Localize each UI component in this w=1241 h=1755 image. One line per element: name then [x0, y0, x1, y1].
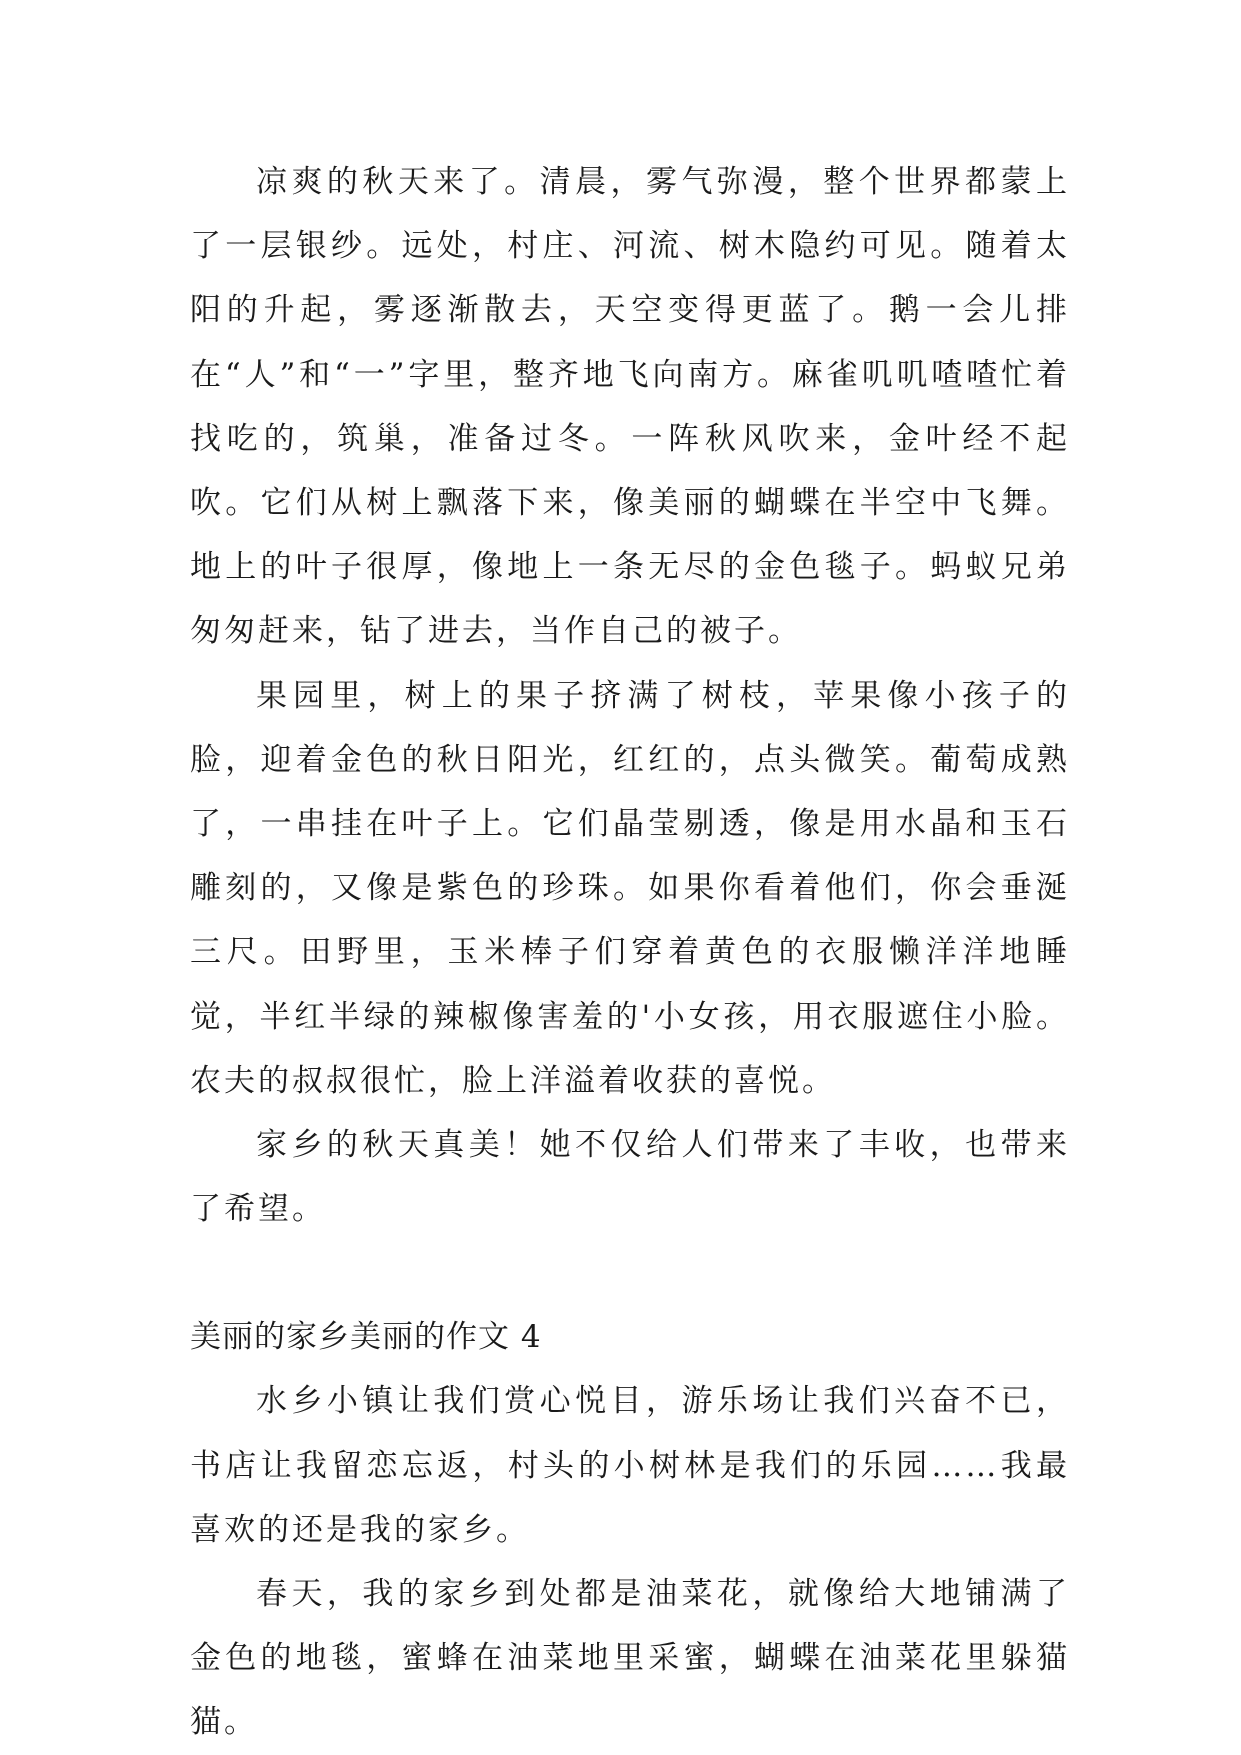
paragraph-orchard: 果园里，树上的果子挤满了树枝，苹果像小孩子的脸，迎着金色的秋日阳光，红红的，点头微笑。葡萄成熟了，一串挂在叶子上。它们晶莹剔透，像是用水晶和玉石雕刻的，又像是紫色的珍珠。如果你看着他们，你会垂涎三尺。田野里，玉米棒子们穿着黄色的衣服懒洋洋地睡觉，半红半绿的辣椒像害羞的'小女孩，用衣服遮住小脸。农夫的叔叔很忙，脸上洋溢着收获的喜悦。 [190, 677, 1070, 1099]
section-title: 美丽的家乡美丽的作文 4 [190, 1319, 542, 1356]
paragraph-autumn-morning: 凉爽的秋天来了。清晨，雾气弥漫，整个世界都蒙上了一层银纱。远处，村庄、河流、树木隐约可见。随着太阳的升起，雾逐渐散去，天空变得更蓝了。鹅一会儿排在“人”和“一”字里，整齐地飞向南方。麻雀叽叽喳喳忙着找吃的，筑巢，准备过冬。一阵秋风吹来，金叶经不起吹。它们从树上飘落下来，像美丽的蝴蝶在半空中飞舞。地上的叶子很厚，像地上一条无尽的金色毯子。蚂蚁兄弟匆匆赶来，钻了进去，当作自己的被子。 [190, 164, 1070, 650]
section-spacer [190, 1241, 1070, 1305]
paragraph-autumn-conclusion: 家乡的秋天真美！她不仅给人们带来了丰收，也带来了希望。 [190, 1127, 1070, 1228]
document-body [190, 150, 1070, 1755]
paragraph-hometown-intro: 水乡小镇让我们赏心悦目，游乐场让我们兴奋不已，书店让我留恋忘返，村头的小树林是我们的乐园……我最喜欢的还是我的家乡。 [190, 1383, 1070, 1548]
paragraph-spring: 春天，我的家乡到处都是油菜花，就像给大地铺满了金色的地毯，蜜蜂在油菜地里采蜜，蝴蝶在油菜花里躲猫猫。 [190, 1576, 1070, 1741]
